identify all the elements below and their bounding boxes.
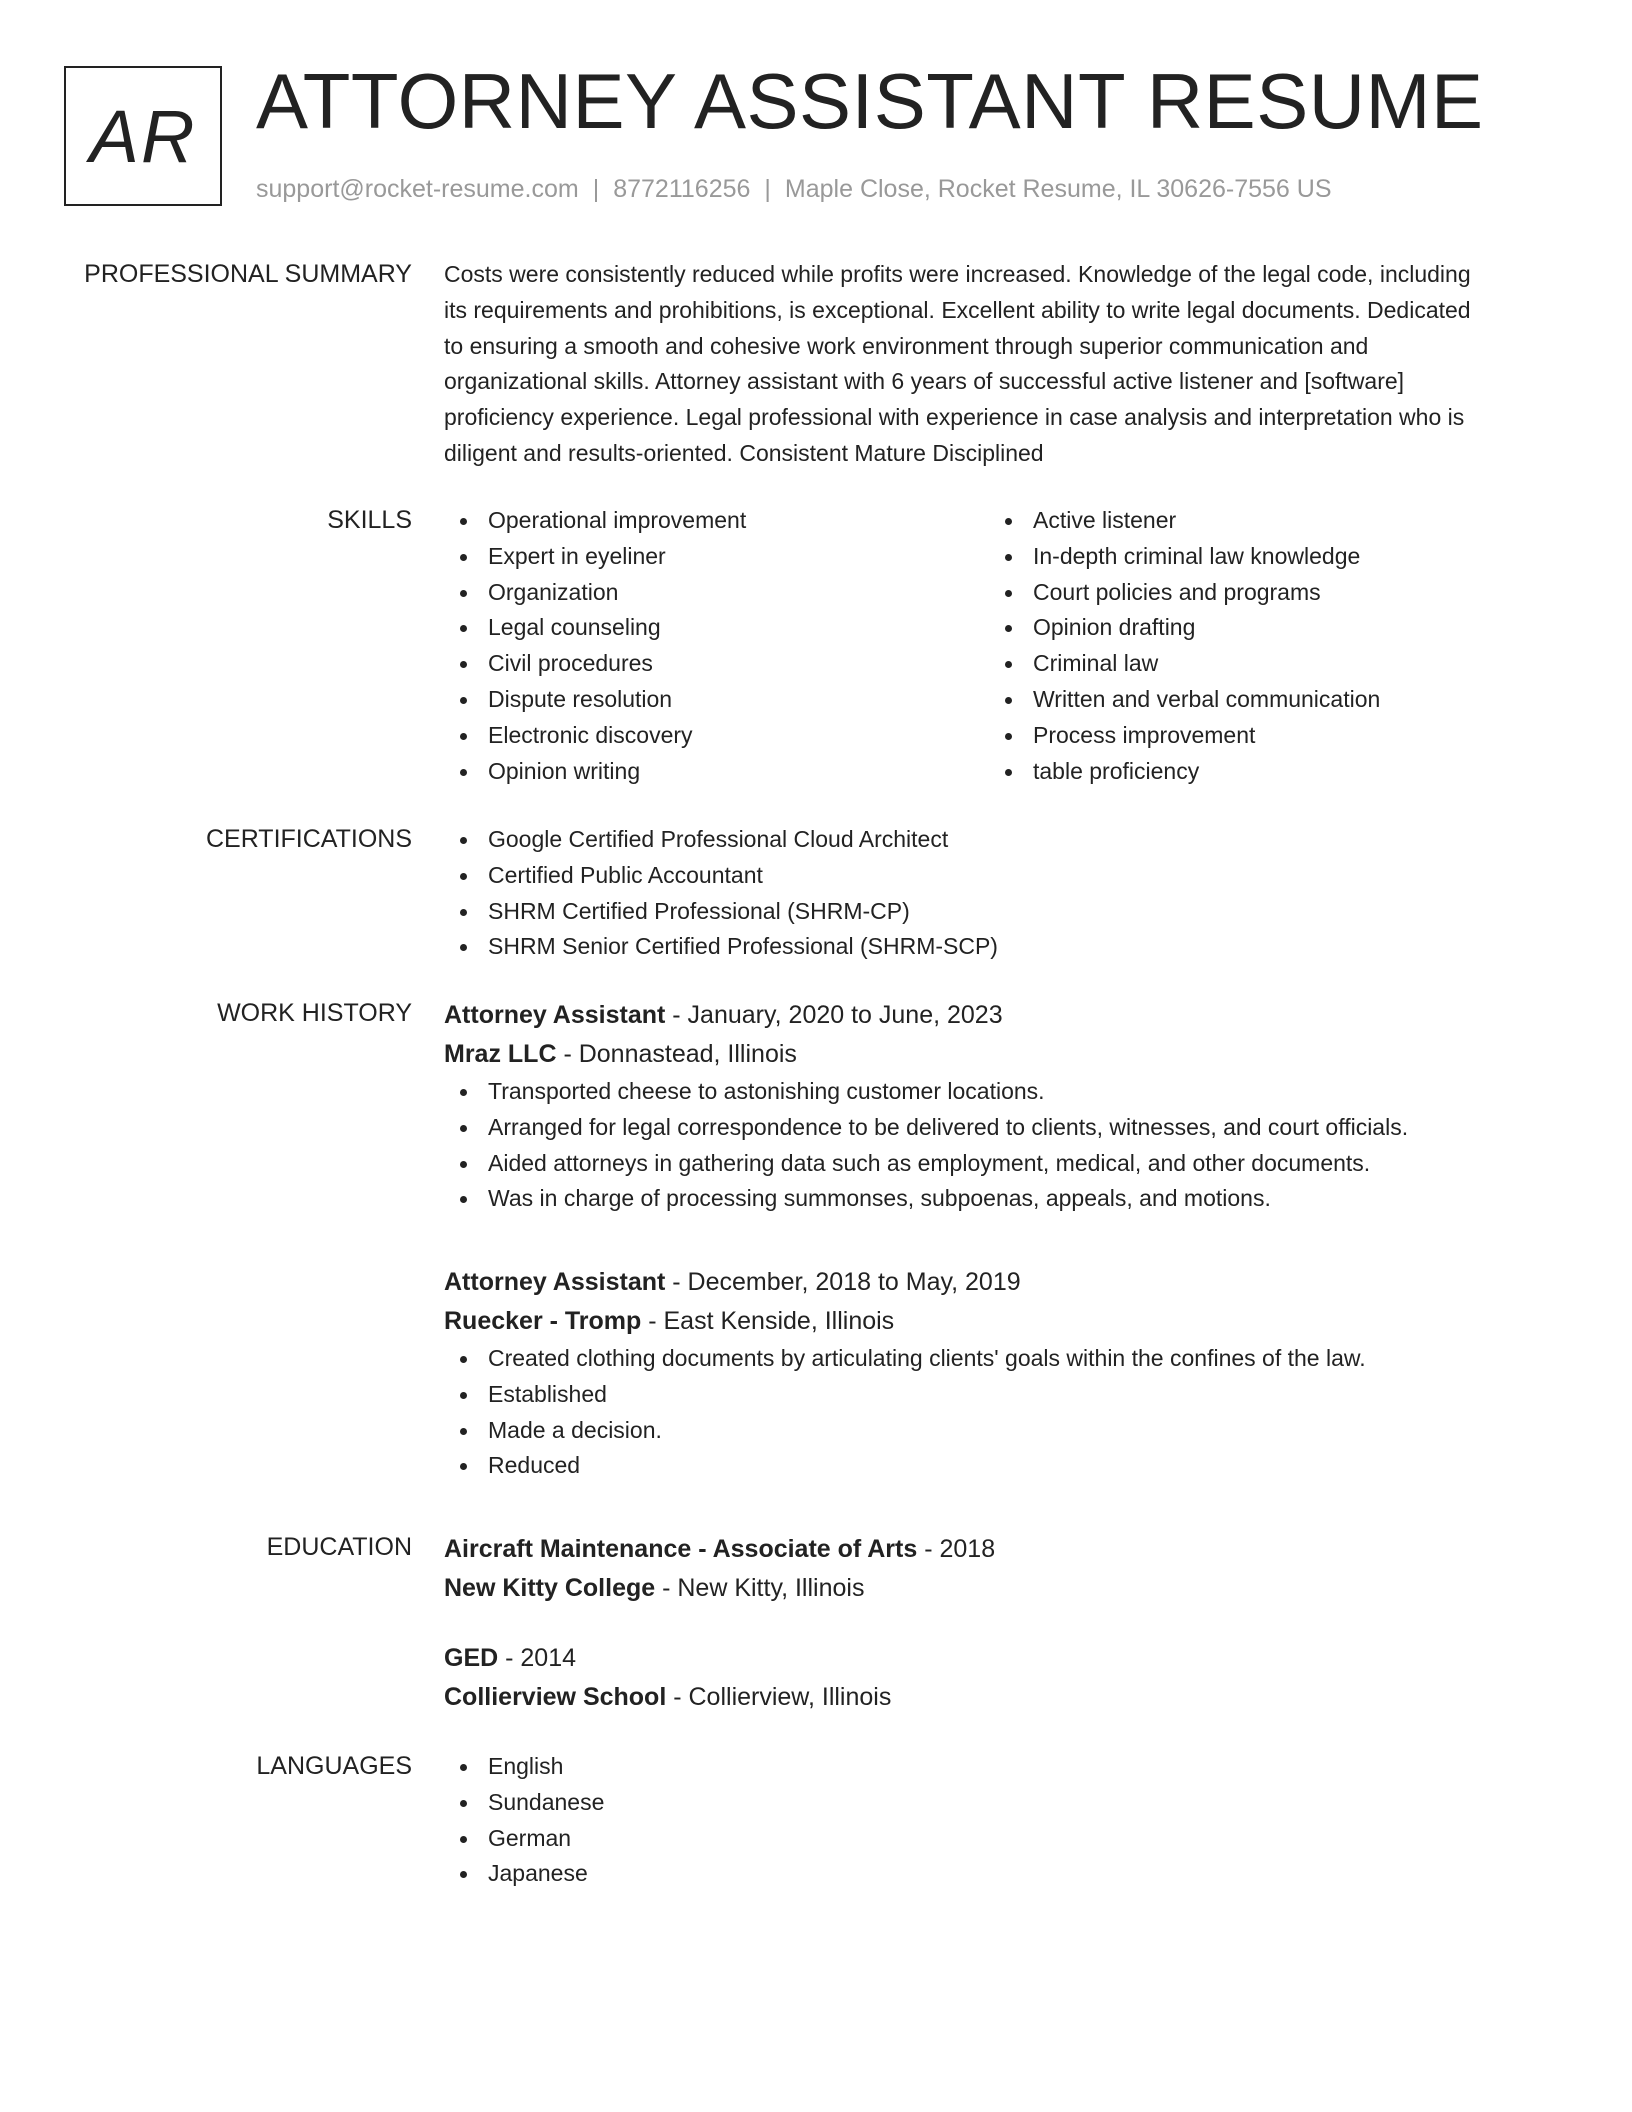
summary-body	[444, 257, 1554, 472]
job-bullet: Reduced	[444, 1448, 1554, 1484]
job-dates: - January, 2020 to June, 2023	[665, 1001, 1003, 1029]
job-bullet: Aided attorneys in gathering data such as employment, medical, and other documents.	[444, 1146, 1554, 1182]
skill-item: Opinion writing	[444, 754, 989, 790]
section-label-skills: SKILLS	[327, 506, 412, 534]
skills-list-right	[989, 503, 1534, 789]
job-bullets	[444, 1341, 1554, 1484]
certification-item: Certified Public Accountant	[444, 858, 1554, 894]
job-bullet: Transported cheese to astonishing customer locations.	[444, 1074, 1554, 1110]
job-company-line	[444, 1302, 1554, 1341]
skill-item: Written and verbal communication	[989, 682, 1534, 718]
skill-item: Expert in eyeliner	[444, 539, 989, 575]
job-bullet: Was in charge of processing summonses, subpoenas, appeals, and motions.	[444, 1181, 1554, 1217]
contact-separator: |	[592, 175, 600, 203]
resume-title: ATTORNEY ASSISTANT RESUME	[256, 57, 1484, 145]
language-item: Japanese	[444, 1856, 1554, 1892]
contact-phone[interactable]: 8772116256	[613, 175, 751, 203]
certifications-list	[444, 822, 1554, 965]
job-entry	[444, 1263, 1554, 1484]
education-degree-line	[444, 1639, 1554, 1678]
job-bullets	[444, 1074, 1554, 1217]
education-location: - New Kitty, Illinois	[655, 1574, 865, 1602]
section-label-certifications: CERTIFICATIONS	[205, 825, 412, 853]
contact-line	[256, 172, 1332, 206]
section-label-summary: PROFESSIONAL SUMMARY	[84, 260, 412, 288]
skill-item: Civil procedures	[444, 646, 989, 682]
contact-email[interactable]: support@rocket-resume.com	[256, 175, 579, 203]
skill-item: Legal counseling	[444, 610, 989, 646]
skill-item: Court policies and programs	[989, 575, 1534, 611]
summary-line: organizational skills. Attorney assistant with 6 years of successful active listener and [software]	[444, 368, 1405, 395]
job-company: Mraz LLC	[444, 1040, 557, 1068]
education-degree-line	[444, 1530, 1554, 1569]
language-item: English	[444, 1749, 1554, 1785]
skill-item: Dispute resolution	[444, 682, 989, 718]
contact-address: Maple Close, Rocket Resume, IL 30626-7556 US	[784, 175, 1332, 203]
summary-line: its requirements and prohibitions, is exceptional. Excellent ability to write legal documents. Dedicated	[444, 296, 1471, 323]
job-title: Attorney Assistant	[444, 1268, 666, 1296]
skills-body	[444, 503, 1554, 789]
education-school-line	[444, 1678, 1554, 1717]
certification-item: Google Certified Professional Cloud Architect	[444, 822, 1554, 858]
job-entry	[444, 996, 1554, 1217]
summary-line: to ensuring a smooth and cohesive work environment through superior communication and	[444, 332, 1369, 359]
education-location: - Collierview, Illinois	[666, 1683, 892, 1711]
section-label-education: EDUCATION	[266, 1533, 412, 1561]
monogram: AR	[64, 66, 222, 206]
job-title-line	[444, 1263, 1554, 1302]
skill-item: In-depth criminal law knowledge	[989, 539, 1534, 575]
job-location: - East Kenside, Illinois	[641, 1307, 895, 1335]
language-item: German	[444, 1821, 1554, 1857]
education-entry	[444, 1530, 1554, 1608]
job-bullet: Created clothing documents by articulating clients' goals within the confines of the law.	[444, 1341, 1554, 1377]
job-company-line	[444, 1035, 1554, 1074]
languages-list	[444, 1749, 1554, 1892]
education-school-line	[444, 1569, 1554, 1608]
skill-item: table proficiency	[989, 754, 1534, 790]
education-year: - 2018	[917, 1535, 996, 1563]
certification-item: SHRM Senior Certified Professional (SHRM-SCP)	[444, 929, 1554, 965]
education-school: New Kitty College	[444, 1574, 656, 1602]
summary-line: proficiency experience. Legal professional with experience in case analysis and interpretation who is	[444, 404, 1465, 431]
section-label-work-history: WORK HISTORY	[217, 999, 412, 1027]
certification-item: SHRM Certified Professional (SHRM-CP)	[444, 894, 1554, 930]
job-dates: - December, 2018 to May, 2019	[665, 1268, 1021, 1296]
summary-line: Costs were consistently reduced while profits were increased. Knowledge of the legal code, including	[444, 261, 1471, 287]
skill-item: Criminal law	[989, 646, 1534, 682]
skill-item: Active listener	[989, 503, 1534, 539]
job-company: Ruecker - Tromp	[444, 1307, 642, 1335]
skill-item: Electronic discovery	[444, 718, 989, 754]
job-bullet: Arranged for legal correspondence to be delivered to clients, witnesses, and court officials.	[444, 1110, 1554, 1146]
language-item: Sundanese	[444, 1785, 1554, 1821]
education-degree: Aircraft Maintenance - Associate of Arts	[444, 1535, 918, 1563]
summary-line: diligent and results-oriented. Consistent Mature Disciplined	[444, 439, 1044, 466]
job-bullet: Established	[444, 1377, 1554, 1413]
job-title-line	[444, 996, 1554, 1035]
skills-list-left	[444, 503, 989, 789]
contact-separator: |	[764, 175, 771, 203]
certifications-body	[444, 822, 1554, 965]
job-bullet: Made a decision.	[444, 1413, 1554, 1449]
education-entry	[444, 1639, 1554, 1717]
job-title: Attorney Assistant	[444, 1001, 666, 1029]
skill-item: Organization	[444, 575, 989, 611]
education-school: Collierview School	[444, 1683, 667, 1711]
job-location: - Donnastead, Illinois	[556, 1040, 797, 1068]
education-year: - 2014	[498, 1644, 577, 1672]
education-degree: GED	[444, 1644, 499, 1672]
languages-body	[444, 1749, 1554, 1892]
section-label-languages: LANGUAGES	[256, 1752, 412, 1780]
skill-item: Operational improvement	[444, 503, 989, 539]
skill-item: Opinion drafting	[989, 610, 1534, 646]
skill-item: Process improvement	[989, 718, 1534, 754]
